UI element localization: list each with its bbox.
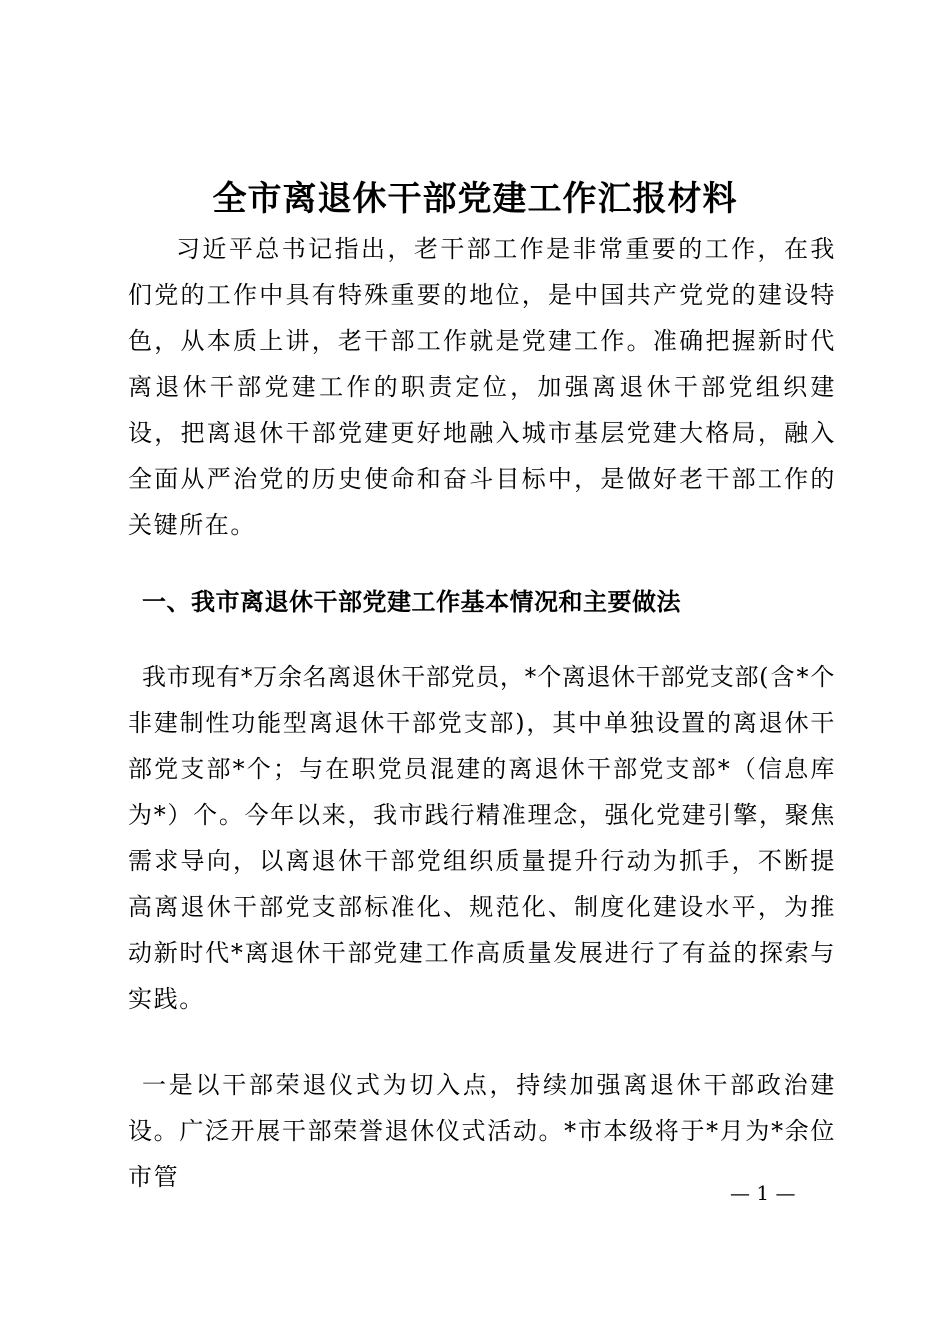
section-heading: 一、我市离退休干部党建工作基本情况和主要做法 <box>142 588 681 616</box>
point-one-paragraph: 一是以干部荣退仪式为切入点，持续加强离退休干部政治建设。广泛开展干部荣誉退休仪式活动。*市本级将于*月为*余位市管 <box>128 1071 836 1191</box>
situation-body-text: (含*个非建制性功能型离退休干部党支部)，其中单独设置的离退休干部党支部*个；与在职党员混建的离退休干部党支部*（信息库为*）个。今年以来，我市践行精准理念，强化党建引擎，聚焦需求导向，以离退休干部党组织质量提升行动为抓手，不断提高离退休干部党支部标准化、规范化、制度化建设水平，为推动新时代*离退休干部党建工作高质量发展进行了有益的探索与实践。 <box>128 663 836 1013</box>
intro-paragraph: 习近平总书记指出，老干部工作是非常重要的工作，在我们党的工作中具有特殊重要的地位，是中国共产党党的建设特色，从本质上讲，老干部工作就是党建工作。准确把握新时代离退休干部党建工作的职责定位，加强离退休干部党组织建设，把离退休干部党建更好地融入城市基层党建大格局，融入全面从严治党的历史使命和奋斗目标中，是做好老干部工作的关键所在。 <box>128 235 836 539</box>
situation-lead-text: 我市现有*万余名离退休干部党员，*个离退休干部党支部 <box>142 663 760 691</box>
situation-paragraph <box>128 654 836 1022</box>
document-title: 全市离退休干部党建工作汇报材料 <box>212 179 738 219</box>
page-number: — 1 — <box>730 1181 796 1205</box>
